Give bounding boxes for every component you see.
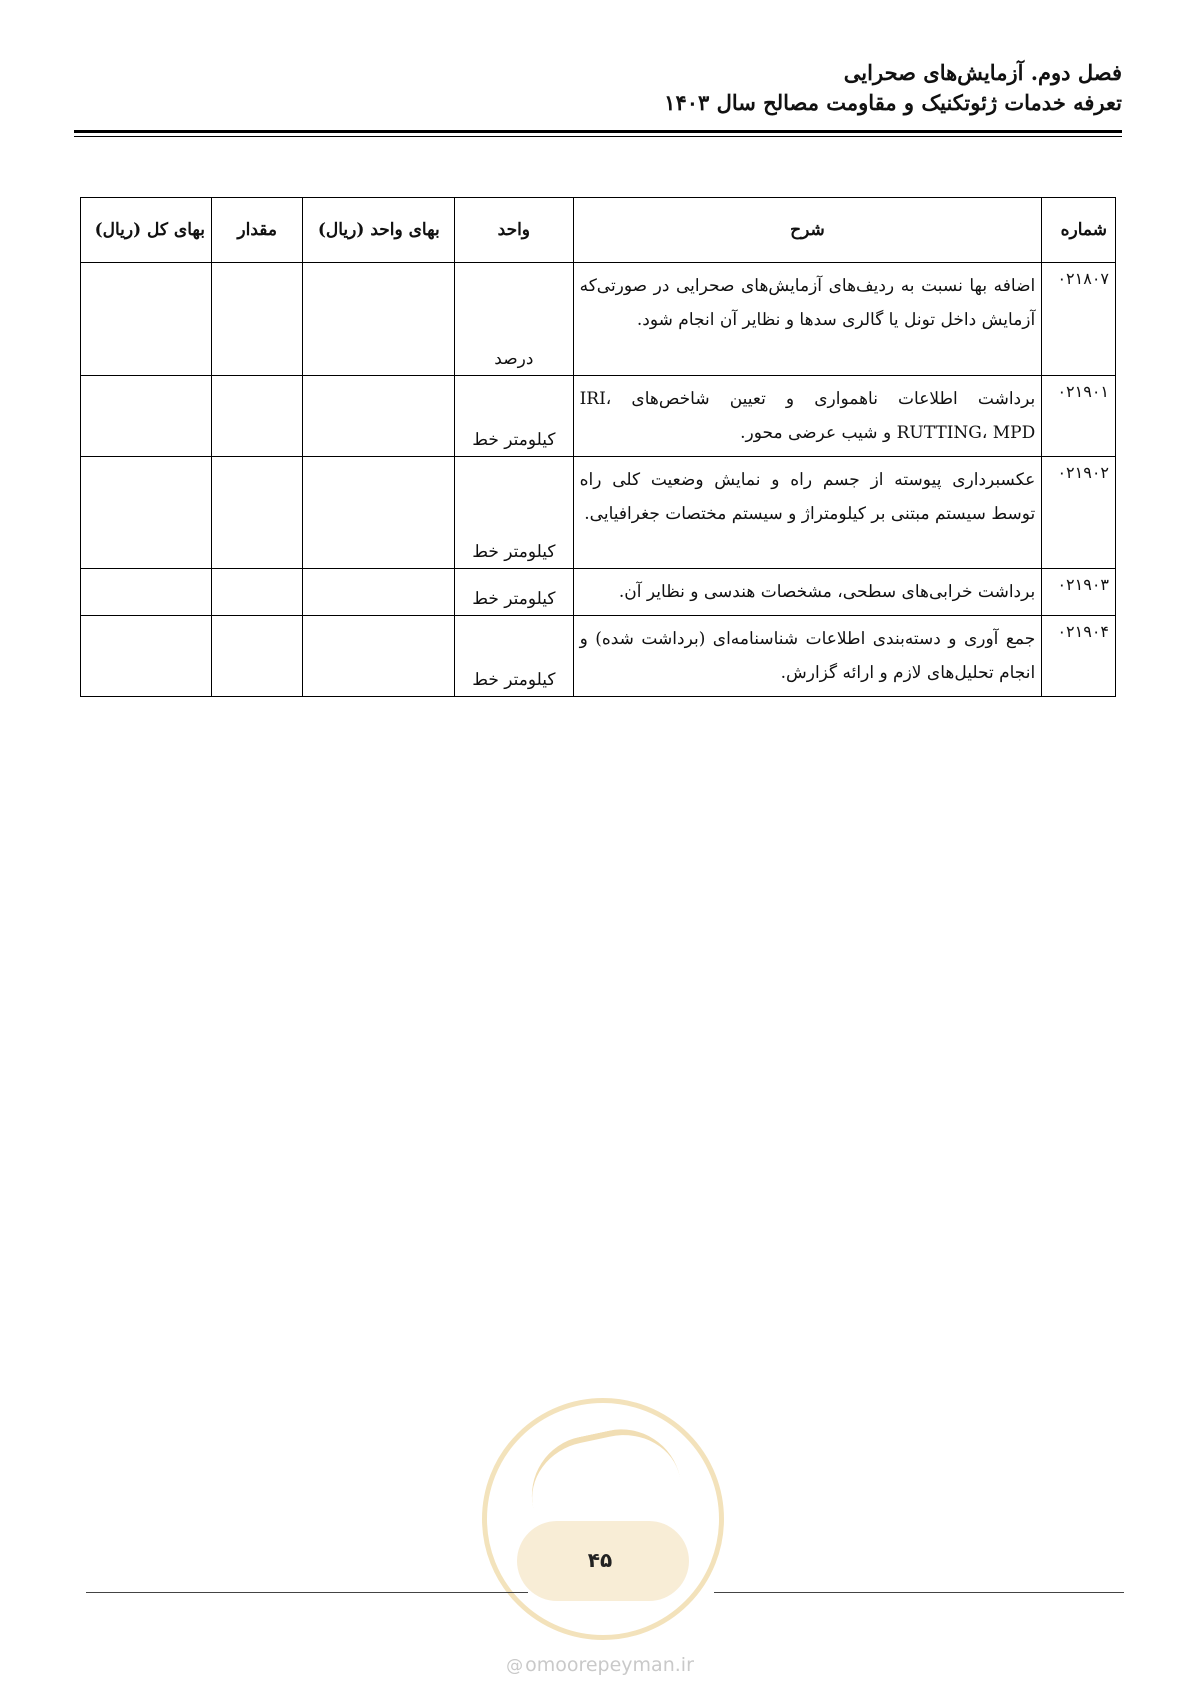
row-quantity (211, 457, 302, 569)
row-description: برداشت اطلاعات ناهمواری و تعیین شاخص‌های IRI، RUTTING، MPD و شیب عرضی محور. (573, 376, 1042, 457)
header-unit-price: بهای واحد (ریال) (303, 198, 455, 263)
row-unit: کیلومتر خط (455, 616, 573, 697)
row-number: ۰۲۱۹۰۳ (1042, 569, 1116, 616)
footer-rule-right (714, 1592, 1124, 1593)
row-description: عکسبرداری پیوسته از جسم راه و نمایش وضعیت کلی راه توسط سیستم مبتنی بر کیلومتراژ و سیستم مختصات جغرافیایی. (573, 457, 1042, 569)
row-total-price (81, 616, 212, 697)
table-row (81, 569, 1116, 616)
row-unit: درصد (455, 263, 573, 376)
website-watermark (490, 1654, 710, 1676)
row-quantity (211, 569, 302, 616)
header-number: شماره (1042, 198, 1116, 263)
row-number: ۰۲۱۹۰۱ (1042, 376, 1116, 457)
row-total-price (81, 569, 212, 616)
header-quantity: مقدار (211, 198, 302, 263)
row-quantity (211, 376, 302, 457)
row-unit-price (303, 376, 455, 457)
table-row (81, 263, 1116, 376)
row-total-price (81, 263, 212, 376)
table-row (81, 376, 1116, 457)
header-unit: واحد (455, 198, 573, 263)
header-rule-thick (74, 130, 1122, 133)
row-unit-price (303, 263, 455, 376)
table-row (81, 616, 1116, 697)
tariff-table (80, 197, 1116, 697)
row-quantity (211, 616, 302, 697)
watermark-logo (482, 1398, 724, 1640)
table-row (81, 457, 1116, 569)
row-quantity (211, 263, 302, 376)
footer-rule-left (86, 1592, 528, 1593)
header-total-price: بهای کل (ریال) (81, 198, 212, 263)
table-header-row (81, 198, 1116, 263)
row-unit: کیلومتر خط (455, 376, 573, 457)
row-unit: کیلومتر خط (455, 457, 573, 569)
chapter-title: فصل دوم. آزمایش‌های صحرایی (843, 60, 1122, 85)
page-header (70, 58, 1122, 118)
row-total-price (81, 376, 212, 457)
document-title: تعرفه خدمات ژئوتکنیک و مقاومت مصالح سال ۱۴۰۳ (664, 90, 1122, 115)
row-unit-price (303, 457, 455, 569)
row-number: ۰۲۱۹۰۴ (1042, 616, 1116, 697)
row-unit: کیلومتر خط (455, 569, 573, 616)
row-description: اضافه بها نسبت به ردیف‌های آزمایش‌های صحرایی در صورتی‌که آزمایش داخل تونل یا گالری سدها و نظایر آن انجام شود. (573, 263, 1042, 376)
header-description: شرح (573, 198, 1042, 263)
watermark-script (521, 1418, 684, 1524)
at-icon: @ (506, 1656, 524, 1676)
page-number: ۴۵ (587, 1548, 613, 1572)
header-rule-thin (74, 136, 1122, 137)
row-unit-price (303, 569, 455, 616)
row-number: ۰۲۱۹۰۲ (1042, 457, 1116, 569)
row-total-price (81, 457, 212, 569)
row-description: برداشت خرابی‌های سطحی، مشخصات هندسی و نظایر آن. (573, 569, 1042, 616)
row-unit-price (303, 616, 455, 697)
row-number: ۰۲۱۸۰۷ (1042, 263, 1116, 376)
website-text: omoorepeyman.ir (525, 1654, 694, 1676)
row-description: جمع آوری و دسته‌بندی اطلاعات شناسنامه‌ای (برداشت شده) و انجام تحلیل‌های لازم و ارائه گزارش. (573, 616, 1042, 697)
